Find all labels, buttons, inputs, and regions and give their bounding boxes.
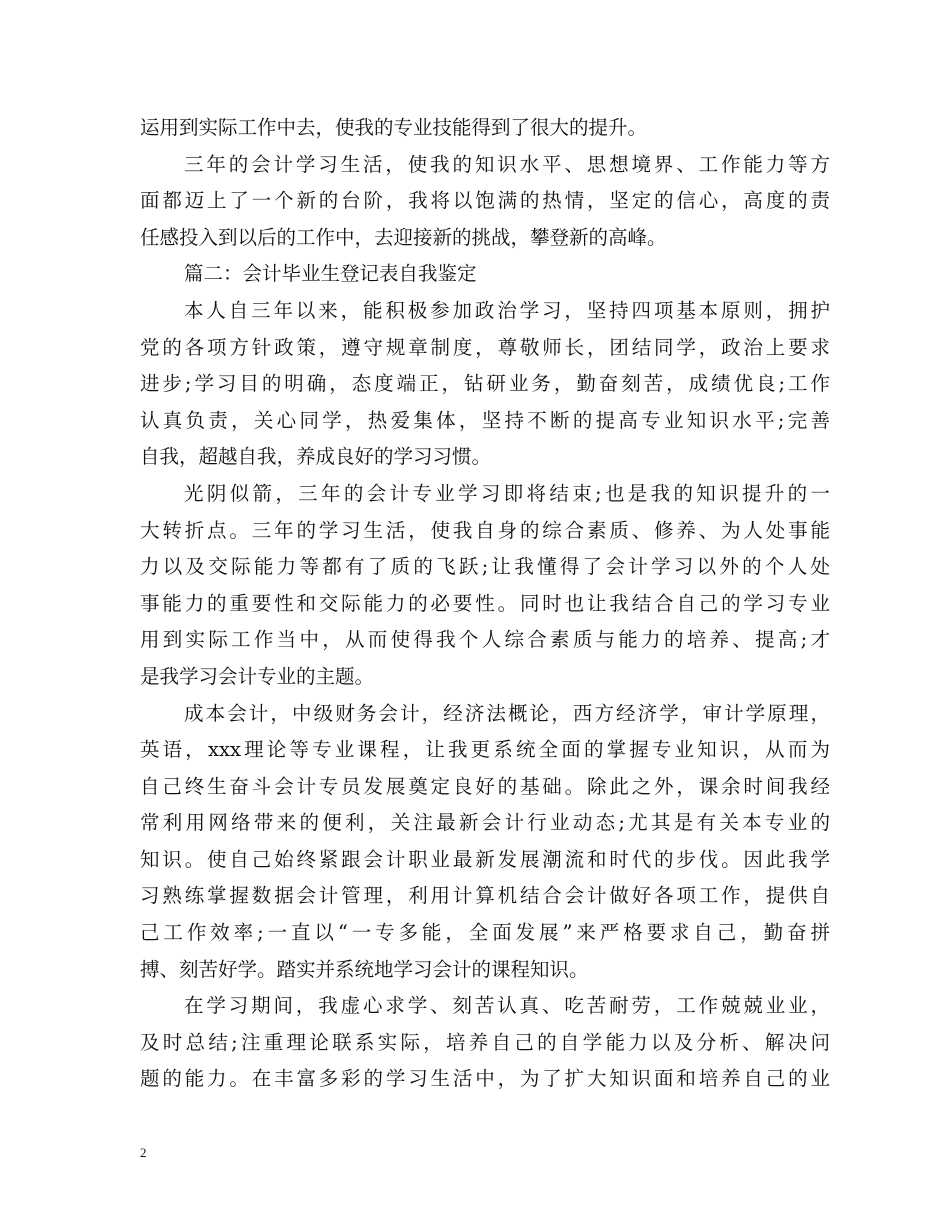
text-line: 认真负责，关心同学，热爱集体，坚持不断的提高专业知识水平;完善: [140, 408, 830, 432]
text-line: 及时总结;注重理论联系实际，培养自己的自学能力以及分析、解决问: [140, 1030, 830, 1054]
body-text: [140, 110, 830, 1098]
text-line: 三年的会计学习生活，使我的知识水平、思想境界、工作能力等方: [184, 152, 830, 176]
text-line: 搏、刻苦好学。踏实并系统地学习会计的课程知识。: [140, 957, 589, 981]
text-line: 进步;学习目的明确，态度端正，钻研业务，勤奋刻苦，成绩优良;工作: [140, 372, 830, 396]
text-line: 面都迈上了一个新的台阶，我将以饱满的热情，坚定的信心，高度的责: [140, 189, 830, 213]
text-line: 篇二：会计毕业生登记表自我鉴定: [184, 262, 477, 286]
text-line: 任感投入到以后的工作中，去迎接新的挑战，攀登新的高峰。: [140, 225, 667, 249]
text-line: 知识。使自己始终紧跟会计职业最新发展潮流和时代的步伐。因此我学: [140, 847, 830, 871]
text-line: 用到实际工作当中，从而使得我个人综合素质与能力的培养、提高;才: [140, 628, 830, 652]
text-line: 党的各项方针政策，遵守规章制度，尊敬师长，团结同学，政治上要求: [140, 335, 830, 359]
text-line: 自己终生奋斗会计专员发展奠定良好的基础。除此之外，课余时间我经: [140, 774, 830, 798]
text-line: 成本会计，中级财务会计，经济法概论，西方经济学，审计学原理，: [184, 701, 830, 725]
page-number: 2: [140, 1145, 147, 1160]
text-line: 光阴似箭，三年的会计专业学习即将结束;也是我的知识提升的一: [184, 481, 830, 505]
text-line: 在学习期间，我虚心求学、刻苦认真、吃苦耐劳，工作兢兢业业，: [184, 994, 830, 1018]
text-line: 力以及交际能力等都有了质的飞跃;让我懂得了会计学习以外的个人处: [140, 555, 830, 579]
text-line: 习熟练掌握数据会计管理，利用计算机结合会计做好各项工作，提供自: [140, 884, 830, 908]
text-line: 是我学习会计专业的主题。: [140, 664, 375, 688]
text-line: 常利用网络带来的便利，关注最新会计行业动态;尤其是有关本专业的: [140, 811, 830, 835]
text-line: 运用到实际工作中去，使我的专业技能得到了很大的提升。: [140, 116, 648, 139]
text-line: 英语，xxx理论等专业课程，让我更系统全面的掌握专业知识，从而为: [140, 738, 830, 762]
text-line: 己工作效率;一直以“一专多能，全面发展”来严格要求自己，勤奋拼: [140, 921, 830, 945]
text-line: 题的能力。在丰富多彩的学习生活中，为了扩大知识面和培养自己的业: [140, 1067, 830, 1091]
text-line: 自我，超越自我，养成良好的学习习惯。: [140, 445, 492, 469]
text-line: 本人自三年以来，能积极参加政治学习，坚持四项基本原则，拥护: [184, 298, 830, 322]
text-line: 事能力的重要性和交际能力的必要性。同时也让我结合自己的学习专业: [140, 591, 830, 615]
text-line: 大转折点。三年的学习生活，使我自身的综合素质、修养、为人处事能: [140, 518, 830, 542]
